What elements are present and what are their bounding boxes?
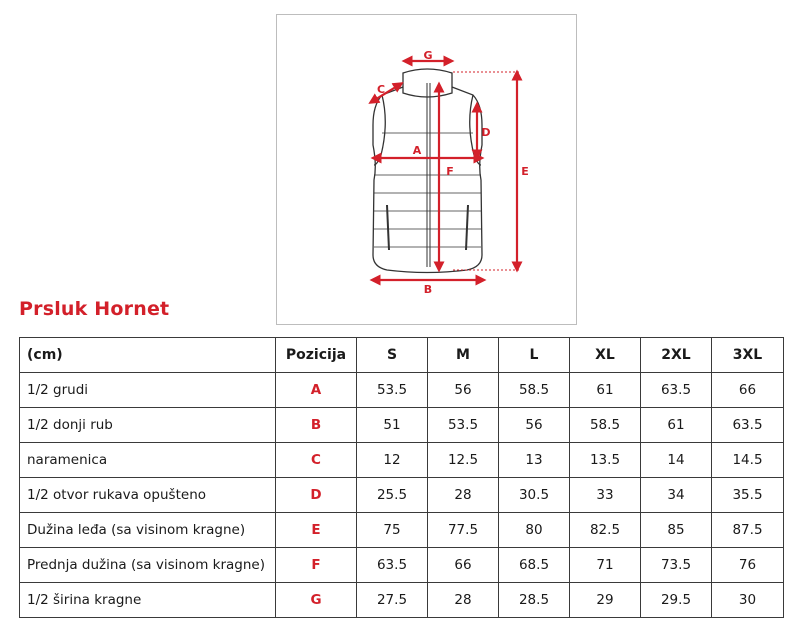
table-row <box>20 548 784 583</box>
size-value-cell: 73.5 <box>641 548 712 583</box>
table-row <box>20 513 784 548</box>
size-value-cell: 76 <box>712 548 784 583</box>
size-value-cell: 30 <box>712 583 784 618</box>
vest-outline <box>373 69 482 273</box>
size-value-cell: 53.5 <box>357 373 428 408</box>
vest-diagram <box>276 14 577 325</box>
size-value-cell: 14.5 <box>712 443 784 478</box>
size-value-cell: 29 <box>570 583 641 618</box>
row-position: B <box>276 408 357 443</box>
size-value-cell: 27.5 <box>357 583 428 618</box>
row-label: 1/2 otvor rukava opušteno <box>20 478 276 513</box>
size-value-cell: 51 <box>357 408 428 443</box>
size-value-cell: 14 <box>641 443 712 478</box>
size-value-cell: 80 <box>499 513 570 548</box>
size-value-cell: 71 <box>570 548 641 583</box>
row-position: G <box>276 583 357 618</box>
header-size-s: S <box>357 338 428 373</box>
size-value-cell: 61 <box>641 408 712 443</box>
header-size-xl: XL <box>570 338 641 373</box>
row-position: D <box>276 478 357 513</box>
size-value-cell: 13.5 <box>570 443 641 478</box>
label-c: C <box>376 83 386 96</box>
table-row <box>20 443 784 478</box>
size-value-cell: 58.5 <box>570 408 641 443</box>
size-value-cell: 63.5 <box>641 373 712 408</box>
row-label: 1/2 širina kragne <box>20 583 276 618</box>
size-value-cell: 63.5 <box>712 408 784 443</box>
size-value-cell: 33 <box>570 478 641 513</box>
size-value-cell: 82.5 <box>570 513 641 548</box>
label-g: G <box>423 49 433 62</box>
size-value-cell: 34 <box>641 478 712 513</box>
table-row <box>20 373 784 408</box>
size-value-cell: 35.5 <box>712 478 784 513</box>
label-d: D <box>481 126 491 139</box>
row-label: Prednja dužina (sa visinom kragne) <box>20 548 276 583</box>
size-value-cell: 58.5 <box>499 373 570 408</box>
size-value-cell: 61 <box>570 373 641 408</box>
size-value-cell: 29.5 <box>641 583 712 618</box>
header-position: Pozicija <box>276 338 357 373</box>
row-label: 1/2 donji rub <box>20 408 276 443</box>
label-a: A <box>412 144 422 157</box>
size-value-cell: 85 <box>641 513 712 548</box>
table-row <box>20 583 784 618</box>
size-value-cell: 28 <box>428 583 499 618</box>
label-f: F <box>446 165 454 178</box>
table-body <box>20 373 784 618</box>
table-row <box>20 478 784 513</box>
header-size-2xl: 2XL <box>641 338 712 373</box>
size-value-cell: 66 <box>428 548 499 583</box>
size-value-cell: 75 <box>357 513 428 548</box>
size-value-cell: 30.5 <box>499 478 570 513</box>
size-value-cell: 56 <box>499 408 570 443</box>
size-value-cell: 28.5 <box>499 583 570 618</box>
label-b: B <box>423 283 433 296</box>
size-value-cell: 13 <box>499 443 570 478</box>
page-title: Prsluk Hornet <box>19 298 170 320</box>
header-size-l: L <box>499 338 570 373</box>
size-value-cell: 12 <box>357 443 428 478</box>
header-unit: (cm) <box>20 338 276 373</box>
size-value-cell: 28 <box>428 478 499 513</box>
row-position: C <box>276 443 357 478</box>
size-value-cell: 77.5 <box>428 513 499 548</box>
size-value-cell: 25.5 <box>357 478 428 513</box>
size-value-cell: 66 <box>712 373 784 408</box>
row-position: E <box>276 513 357 548</box>
table-header-row <box>20 338 784 373</box>
size-value-cell: 68.5 <box>499 548 570 583</box>
header-size-m: M <box>428 338 499 373</box>
size-table <box>19 337 784 618</box>
size-value-cell: 63.5 <box>357 548 428 583</box>
row-position: A <box>276 373 357 408</box>
size-value-cell: 56 <box>428 373 499 408</box>
size-value-cell: 53.5 <box>428 408 499 443</box>
vest-illustration <box>277 15 578 326</box>
size-value-cell: 87.5 <box>712 513 784 548</box>
label-e: E <box>521 165 529 178</box>
row-position: F <box>276 548 357 583</box>
header-size-3xl: 3XL <box>712 338 784 373</box>
table-row <box>20 408 784 443</box>
size-value-cell: 12.5 <box>428 443 499 478</box>
row-label: naramenica <box>20 443 276 478</box>
row-label: Dužina leđa (sa visinom kragne) <box>20 513 276 548</box>
row-label: 1/2 grudi <box>20 373 276 408</box>
